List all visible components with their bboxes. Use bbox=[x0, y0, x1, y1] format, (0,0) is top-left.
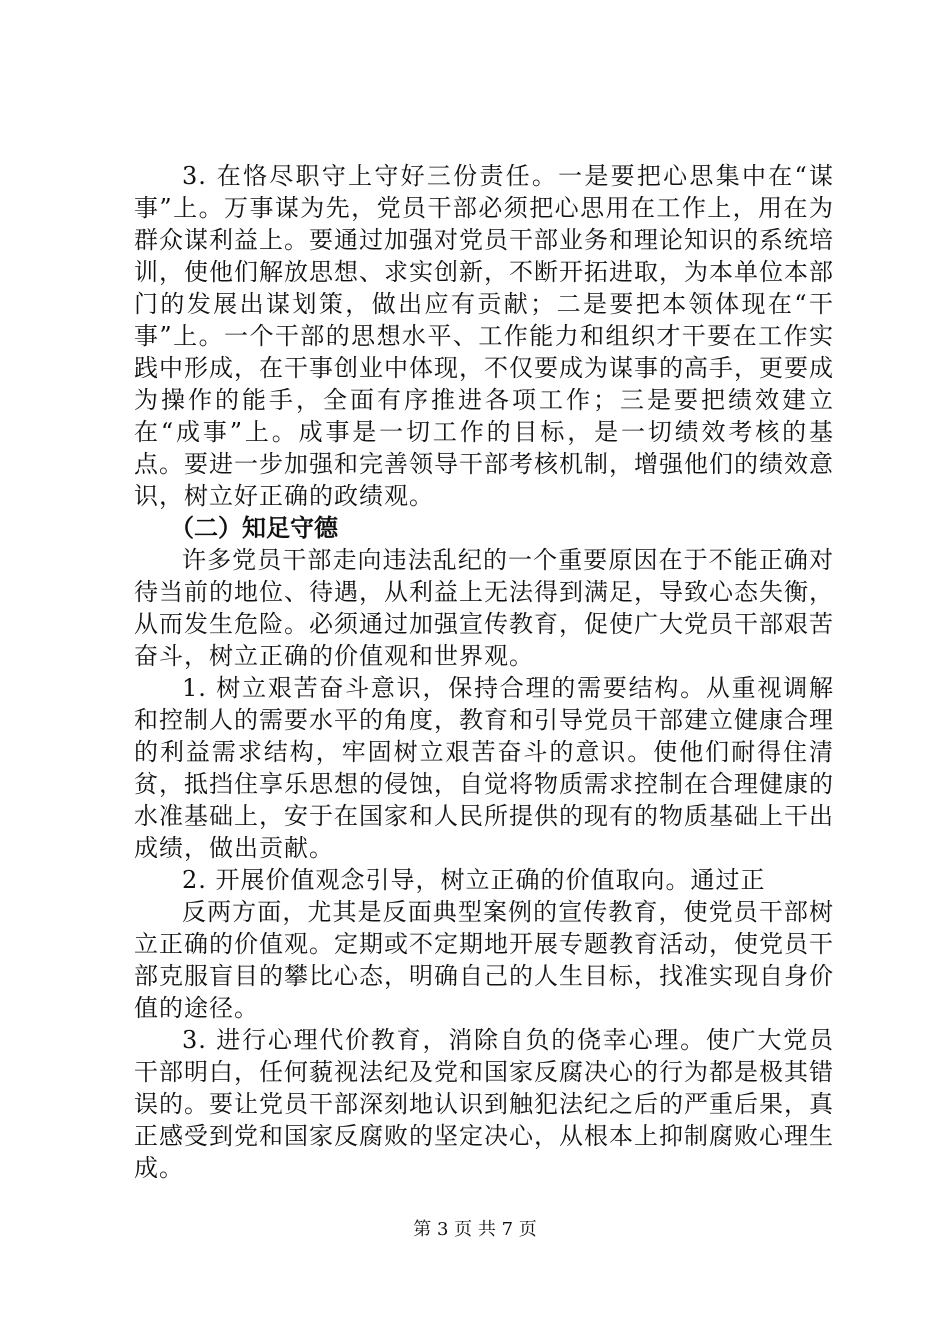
paragraph-point-1: 1. 树立艰苦奋斗意识，保持合理的需要结构。从重视调解和控制人的需要水平的角度，教育和引导党员干部建立健康合理的利益需求结构，牢固树立艰苦奋斗的意识。使他们耐得住清贫，抵挡住享乐思想的侵蚀，自觉将物质需求控制在合理健康的水准基础上，安于在国家和人民所提供的现有的物质基础上干出成绩，做出贡献。 bbox=[134, 674, 834, 862]
paragraph-point-2-start: 2. 开展价值观念引导，树立正确的价值取向。通过正 bbox=[182, 866, 766, 894]
paragraph-point-3: 3. 进行心理代价教育，消除自负的侥幸心理。使广大党员干部明白，任何藐视法纪及党和国家反腐决心的行为都是极其错误的。要让党员干部深刻地认识到触犯法纪之后的严重后果，真正感受到党和国家反腐败的坚定决心，从根本上抑制腐败心理生成。 bbox=[134, 1026, 834, 1182]
section-heading: （二）知足守德 bbox=[170, 514, 338, 542]
document-body bbox=[134, 160, 834, 1184]
paragraph-responsibilities: 3. 在恪尽职守上守好三份责任。一是要把心思集中在“谋事”上。万事谋为先，党员干部必须把心思用在工作上，用在为群众谋利益上。要通过加强对党员干部业务和理论知识的系统培训，使他们解放思想、求实创新，不断开拓进取，为本单位本部门的发展出谋划策，做出应有贡献；二是要把本领体现在“干事”上。一个干部的思想水平、工作能力和组织才干要在工作实践中形成，在干事创业中体现，不仅要成为谋事的高手，更要成为操作的能手，全面有序推进各项工作；三是要把绩效建立在“成事”上。成事是一切工作的目标，是一切绩效考核的基点。要进一步加强和完善领导干部考核机制，增强他们的绩效意识，树立好正确的政绩观。 bbox=[134, 162, 834, 510]
paragraph-intro: 许多党员干部走向违法乱纪的一个重要原因在于不能正确对待当前的地位、待遇，从利益上无法得到满足，导致心态失衡，从而发生危险。必须通过加强宣传教育，促使广大党员干部艰苦奋斗，树立正确的价值观和世界观。 bbox=[134, 546, 834, 670]
paragraph-point-2-cont: 反两方面，尤其是反面典型案例的宣传教育，使党员干部树立正确的价值观。定期或不定期地开展专题教育活动，使党员干部克服盲目的攀比心态，明确自己的人生目标，找准实现自身价值的途径。 bbox=[134, 898, 834, 1022]
page-number-footer: 第 3 页 共 7 页 bbox=[413, 1219, 537, 1240]
